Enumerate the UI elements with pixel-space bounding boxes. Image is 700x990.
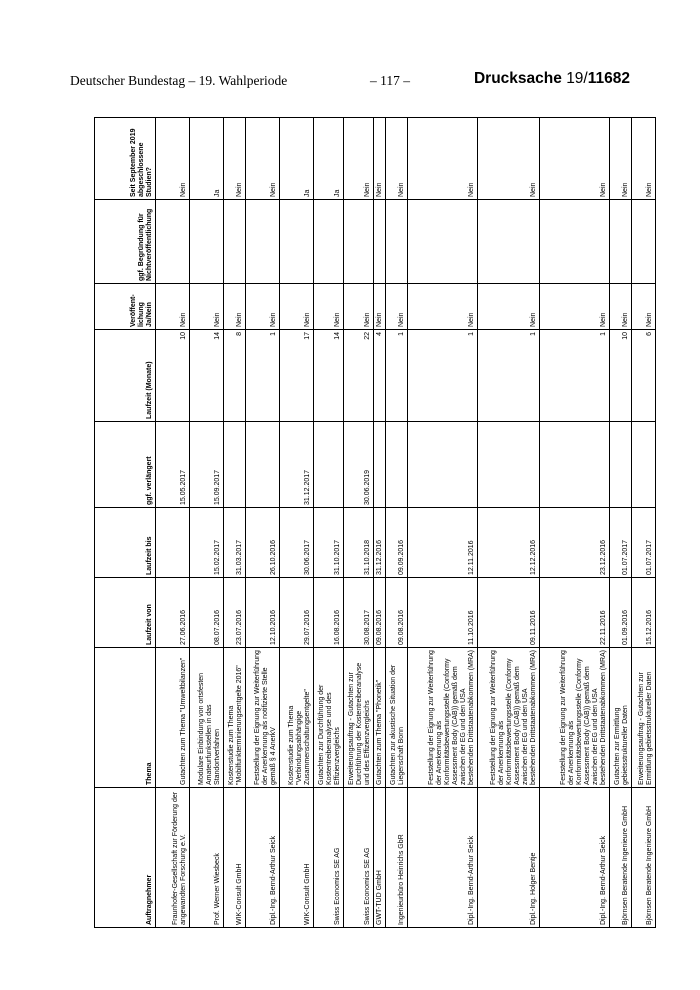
cell-verlaengert xyxy=(386,422,408,508)
cell-verlaengert: 30.06.2019 xyxy=(344,422,374,508)
document-number-period: 19/ xyxy=(566,70,588,87)
cell-laufzeit-monate: 1 xyxy=(478,330,540,422)
cell-auftragnehmer: WIK-Consult GmbH xyxy=(224,788,246,928)
cell-verlaengert: 31.12.2017 xyxy=(280,422,314,508)
cell-thema: Gutachten zur Durchführung der Kostentreiberanalyse und des Effizienzvergleichs xyxy=(314,648,344,788)
cell-thema: Erweiterungsauftrag - Gutachten zur Durchführung der Kostentreiberanalyse und des Effizienzvergleichs xyxy=(344,648,374,788)
cell-thema: Feststellung der Eignung zur Weiterführung der Anerkennung als Konformitätsbewertungsstelle (Conformy Assessment Body (CAB)) gemäß dem zwischen der EG und den USA bestehenden Drittstaatenabkommen (MRA) xyxy=(478,648,540,788)
cell-laufzeit-monate: 22 xyxy=(344,330,374,422)
cell-thema: Gutachten zur Ermittlung gebietsstruktureller Daten xyxy=(610,648,632,788)
cell-veroeffentlichung: Nein xyxy=(540,284,610,330)
cell-abgeschlossen: Ja xyxy=(280,118,314,200)
cell-abgeschlossen: Nein xyxy=(408,118,478,200)
cell-verlaengert xyxy=(540,422,610,508)
cell-abgeschlossen: Nein xyxy=(610,118,632,200)
cell-verlaengert xyxy=(246,422,280,508)
cell-abgeschlossen: Nein xyxy=(478,118,540,200)
cell-veroeffentlichung: Nein xyxy=(156,284,190,330)
cell-laufzeit-bis: 01.07.2017 xyxy=(610,508,632,578)
table-row xyxy=(386,118,408,928)
cell-thema: Feststellung der Eignung zur Weiterführung der Anerkennung als notifizierte Stelle gemäß § 4 AnerkV xyxy=(246,648,280,788)
cell-verlaengert: 15.05.2017 xyxy=(156,422,190,508)
cell-auftragnehmer: Dipl.-Ing. Holger Bentje xyxy=(478,788,540,928)
cell-verlaengert xyxy=(408,422,478,508)
cell-verlaengert xyxy=(478,422,540,508)
cell-veroeffentlichung: Nein xyxy=(610,284,632,330)
cell-abgeschlossen: Nein xyxy=(246,118,280,200)
cell-laufzeit-bis: 26.10.2016 xyxy=(246,508,280,578)
table-body xyxy=(156,118,656,928)
cell-begruendung xyxy=(224,200,246,284)
cell-laufzeit-bis: 31.03.2017 xyxy=(224,508,246,578)
cell-laufzeit-bis: 30.06.2017 xyxy=(280,508,314,578)
column-header: Auftragnehmer xyxy=(95,788,156,928)
cell-veroeffentlichung: Nein xyxy=(478,284,540,330)
cell-verlaengert xyxy=(374,422,386,508)
cell-verlaengert: 15.09.2017 xyxy=(190,422,224,508)
cell-laufzeit-von: 09.08.2016 xyxy=(386,578,408,648)
table-row xyxy=(280,118,314,928)
cell-auftragnehmer: Dipl.-Ing. Bernd-Arthur Seick xyxy=(408,788,478,928)
cell-verlaengert xyxy=(314,422,344,508)
cell-begruendung xyxy=(190,200,224,284)
table-row xyxy=(224,118,246,928)
cell-thema: Feststellung der Eignung zur Weiterführung der Anerkennung als Konformitätsbewertungsstelle (Conformy Assessment Body (CAB)) gemäß dem zwischen der EG und den USA bestehenden Drittstaatenabkommen (MRA) xyxy=(540,648,610,788)
cell-laufzeit-von: 16.08.2016 xyxy=(314,578,344,648)
cell-verlaengert xyxy=(610,422,632,508)
cell-laufzeit-monate: 10 xyxy=(610,330,632,422)
cell-auftragnehmer: Swiss Economics SE AG xyxy=(314,788,344,928)
cell-veroeffentlichung: Nein xyxy=(224,284,246,330)
cell-laufzeit-monate: 14 xyxy=(314,330,344,422)
cell-laufzeit-bis: 31.10.2017 xyxy=(314,508,344,578)
cell-begruendung xyxy=(386,200,408,284)
column-header: Veröffent-lichung Ja/Nein xyxy=(95,284,156,330)
cell-laufzeit-bis: 23.12.2016 xyxy=(540,508,610,578)
cell-thema: Gutachten zur akustische Situation der Liegenschaft Bonn xyxy=(386,648,408,788)
cell-auftragnehmer: WIK-Consult GmbH xyxy=(280,788,314,928)
cell-veroeffentlichung: Nein xyxy=(246,284,280,330)
table-row xyxy=(408,118,478,928)
cell-laufzeit-von: 27.06.2016 xyxy=(156,578,190,648)
cell-laufzeit-bis: 09.09.2016 xyxy=(386,508,408,578)
cell-begruendung xyxy=(344,200,374,284)
cell-laufzeit-monate: 4 xyxy=(374,330,386,422)
cell-verlaengert xyxy=(632,422,656,508)
cell-auftragnehmer: Dipl.-Ing. Bernd-Arthur Seick xyxy=(540,788,610,928)
cell-veroeffentlichung: Nein xyxy=(344,284,374,330)
cell-abgeschlossen: Ja xyxy=(190,118,224,200)
cell-abgeschlossen: Nein xyxy=(224,118,246,200)
cell-laufzeit-von: 30.08.2017 xyxy=(344,578,374,648)
cell-veroeffentlichung: Nein xyxy=(632,284,656,330)
cell-thema: Gutachten zum Thema "Phonetik" xyxy=(374,648,386,788)
cell-abgeschlossen: Nein xyxy=(632,118,656,200)
cell-veroeffentlichung: Nein xyxy=(280,284,314,330)
column-header: Thema xyxy=(95,648,156,788)
cell-abgeschlossen: Ja xyxy=(314,118,344,200)
table-row xyxy=(344,118,374,928)
cell-begruendung xyxy=(280,200,314,284)
cell-laufzeit-bis: 31.10.2018 xyxy=(344,508,374,578)
cell-laufzeit-bis: 15.02.2017 xyxy=(190,508,224,578)
cell-begruendung xyxy=(156,200,190,284)
cell-laufzeit-monate: 1 xyxy=(540,330,610,422)
cell-auftragnehmer: Dipl.-Ing. Bernd-Arthur Seick xyxy=(246,788,280,928)
cell-begruendung xyxy=(374,200,386,284)
document-number-value: 11682 xyxy=(587,70,630,87)
cell-laufzeit-monate: 10 xyxy=(156,330,190,422)
cell-begruendung xyxy=(408,200,478,284)
rotated-table xyxy=(94,118,653,928)
table-header-row xyxy=(95,118,156,928)
cell-laufzeit-bis: 12.11.2016 xyxy=(408,508,478,578)
document-number-label: Drucksache xyxy=(473,70,562,87)
table-row xyxy=(610,118,632,928)
table-row xyxy=(540,118,610,928)
cell-laufzeit-monate: 1 xyxy=(246,330,280,422)
table-row xyxy=(246,118,280,928)
cell-laufzeit-monate: 14 xyxy=(190,330,224,422)
page-number: – 117 – xyxy=(370,73,410,88)
cell-thema: Kostenstudie zum Thema "Verbindungsabhängige Zusammenschaltungsentgelte" xyxy=(280,648,314,788)
cell-laufzeit-von: 09.11.2016 xyxy=(478,578,540,648)
cell-veroeffentlichung: Nein xyxy=(374,284,386,330)
cell-begruendung xyxy=(610,200,632,284)
cell-auftragnehmer: Björnsen Beratende Ingenieure GmbH xyxy=(632,788,656,928)
document-number xyxy=(474,70,630,88)
cell-thema: Feststellung der Eignung zur Weiterführung der Anerkennung als Konformitätsbewertungsstelle (Conformy Assessment Body (CAB)) gemäß dem zwischen der EG und den USA bestehenden Drittstaatenabkommen (MRA) xyxy=(408,648,478,788)
cell-abgeschlossen: Nein xyxy=(374,118,386,200)
cell-laufzeit-monate: 6 xyxy=(632,330,656,422)
cell-auftragnehmer: Björnsen Beratende Ingenieure GmbH xyxy=(610,788,632,928)
publication-title: Deutscher Bundestag – 19. Wahlperiode xyxy=(70,73,288,88)
cell-thema: Erweiterungsauftrag - Gutachten zur Ermittlung gebietsstruktureller Daten xyxy=(632,648,656,788)
cell-begruendung xyxy=(540,200,610,284)
cell-begruendung xyxy=(314,200,344,284)
cell-auftragnehmer: Ingenieurbüro Heinrichs GbR xyxy=(386,788,408,928)
cell-begruendung xyxy=(478,200,540,284)
cell-thema: Kostenstudie zum Thema "Mobilfunkterminierungsentgelte 2016" xyxy=(224,648,246,788)
cell-thema: Gutachten zum Thema "Umweltbilanzen" xyxy=(156,648,190,788)
table-row xyxy=(478,118,540,928)
cell-abgeschlossen: Nein xyxy=(386,118,408,200)
table-row xyxy=(190,118,224,928)
cell-laufzeit-bis: 12.12.2016 xyxy=(478,508,540,578)
table-container xyxy=(94,118,653,928)
cell-abgeschlossen: Nein xyxy=(344,118,374,200)
cell-auftragnehmer: Swiss Economics SE AG xyxy=(344,788,374,928)
cell-veroeffentlichung: Nein xyxy=(190,284,224,330)
cell-veroeffentlichung: Nein xyxy=(408,284,478,330)
table-row xyxy=(156,118,190,928)
cell-laufzeit-von: 11.10.2016 xyxy=(408,578,478,648)
cell-laufzeit-von: 15.12.2016 xyxy=(632,578,656,648)
cell-laufzeit-von: 01.09.2016 xyxy=(610,578,632,648)
column-header: Seit September 2019 abgeschlossene Studien? xyxy=(95,118,156,200)
cell-begruendung xyxy=(632,200,656,284)
column-header: ggf. verlängert xyxy=(95,422,156,508)
cell-thema: Modulare Einbindung von ortsfesten Amateurfunkstellen in das Standortverfahren xyxy=(190,648,224,788)
column-header: Laufzeit (Monate) xyxy=(95,330,156,422)
contracts-table xyxy=(94,117,656,928)
column-header: Laufzeit bis xyxy=(95,508,156,578)
cell-auftragnehmer: Fraunhofer-Gesellschaft zur Förderung der angewandten Forschung e.V. xyxy=(156,788,190,928)
cell-verlaengert xyxy=(224,422,246,508)
page-header xyxy=(70,70,630,92)
cell-abgeschlossen: Nein xyxy=(540,118,610,200)
cell-laufzeit-monate: 17 xyxy=(280,330,314,422)
cell-laufzeit-von: 29.07.2016 xyxy=(280,578,314,648)
table-row xyxy=(314,118,344,928)
cell-veroeffentlichung: Nein xyxy=(386,284,408,330)
cell-auftragnehmer: Prof. Werner Wiesbeck xyxy=(190,788,224,928)
cell-laufzeit-monate: 1 xyxy=(408,330,478,422)
column-header: ggf. Begründung für Nichtveröffentlichung xyxy=(95,200,156,284)
cell-laufzeit-monate: 1 xyxy=(386,330,408,422)
cell-veroeffentlichung: Nein xyxy=(314,284,344,330)
cell-begruendung xyxy=(246,200,280,284)
cell-laufzeit-monate: 8 xyxy=(224,330,246,422)
cell-laufzeit-bis: 31.12.2016 xyxy=(374,508,386,578)
cell-laufzeit-von: 22.11.2016 xyxy=(540,578,610,648)
cell-abgeschlossen: Nein xyxy=(156,118,190,200)
cell-auftragnehmer: GWT-TUD GmbH xyxy=(374,788,386,928)
cell-laufzeit-von: 09.08.2016 xyxy=(374,578,386,648)
cell-laufzeit-bis: 01.07.2017 xyxy=(632,508,656,578)
table-row xyxy=(632,118,656,928)
cell-laufzeit-von: 12.10.2016 xyxy=(246,578,280,648)
cell-laufzeit-bis xyxy=(156,508,190,578)
column-header: Laufzeit von xyxy=(95,578,156,648)
cell-laufzeit-von: 23.07.2016 xyxy=(224,578,246,648)
cell-laufzeit-von: 08.07.2016 xyxy=(190,578,224,648)
table-row xyxy=(374,118,386,928)
